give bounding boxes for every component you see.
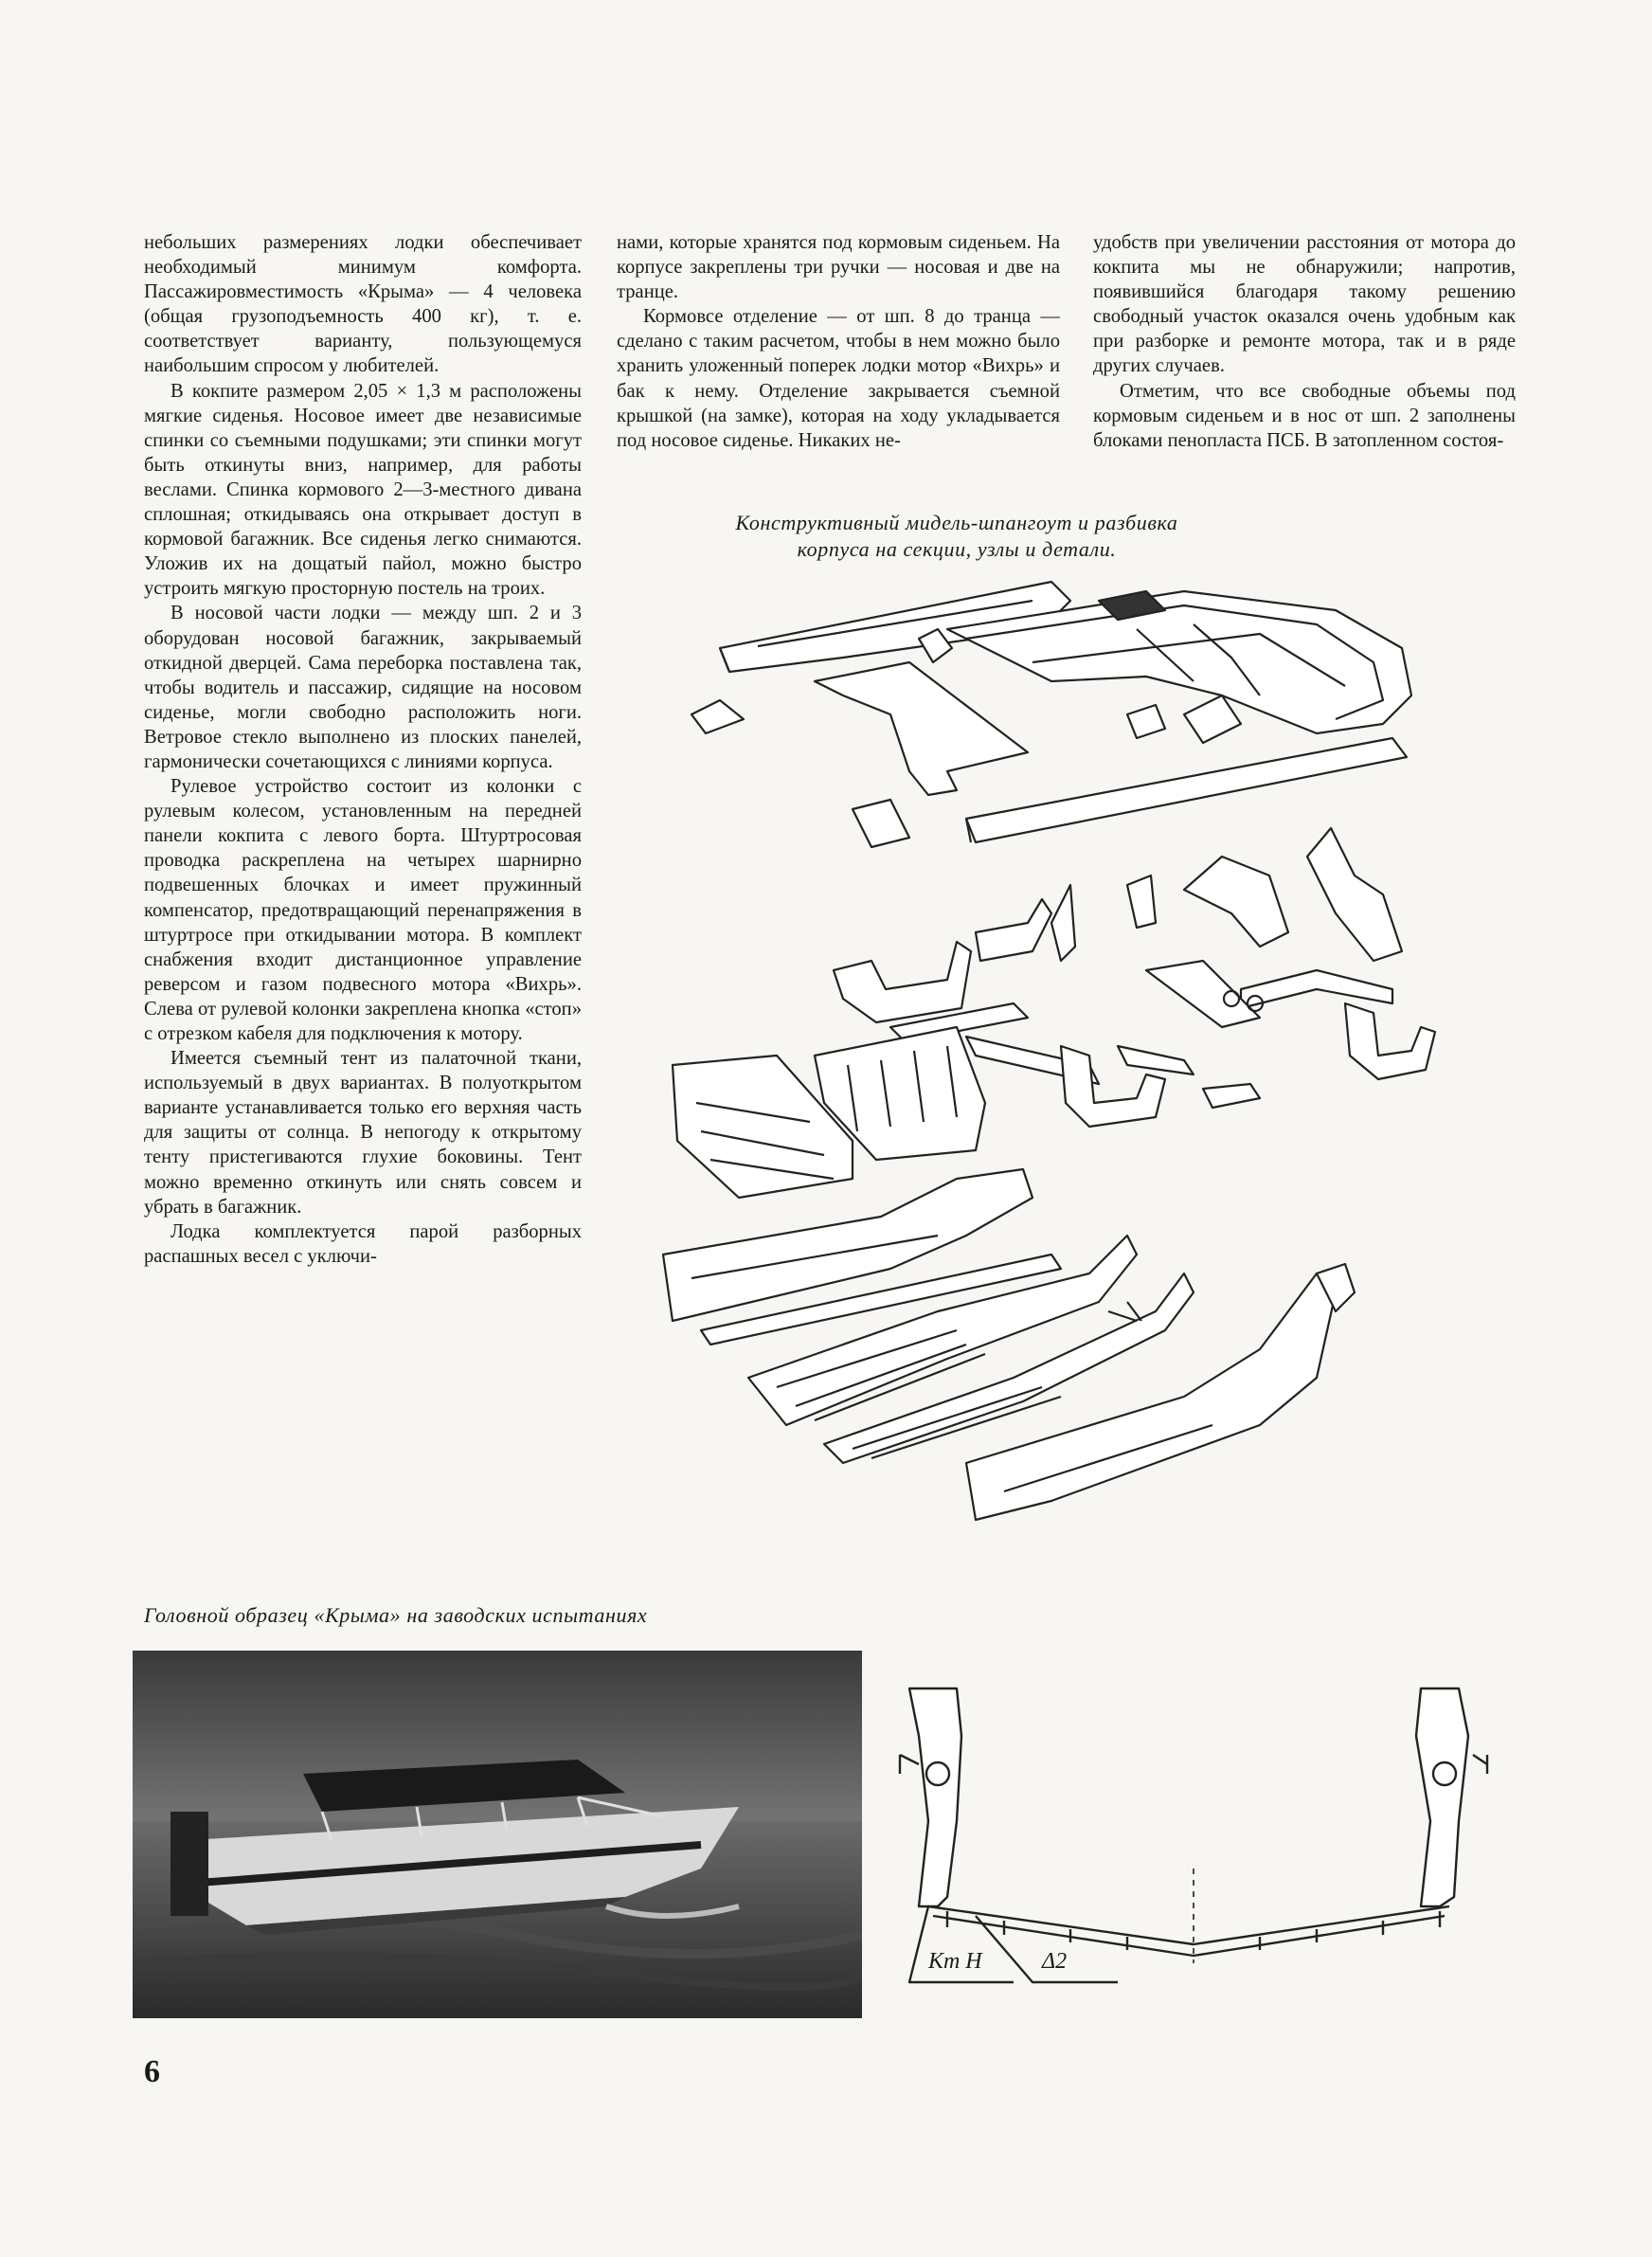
caption-line: корпуса на секции, узлы и детали. [797,537,1117,561]
paragraph: удобств при увеличении расстояния от мотора до кокпита мы не обнаружили; напротив, появившийся благодаря такому решению свободный участок оказался очень удобным как при разборке и ремонте мотора, так и в ряде других случаев. [1093,232,1516,377]
midship-frame-drawing [890,1679,1497,2020]
paragraph: Лодка комплектуется парой разборных распашных весел с уключи- [144,1220,582,1267]
page-number: 6 [144,2054,160,2089]
paragraph: Кормовсе отделение — от шп. 8 до транца — сделано с таким расчетом, чтобы в нем можно было хранить уложенный поперек лодки мотор «Вихрь» и бак к нему. Отделение закрывается съемной крышкой (на замке), которая на ходу укладывается под носовое сиденье. Никаких не- [617,306,1060,451]
paragraph: нами, которые хранятся под кормовым сиденьем. На корпусе закреплены три ручки — носовая и две на транце. [617,232,1060,303]
paragraph: В носовой части лодки — между шп. 2 и 3 оборудован носовой багажник, закрываемый откидной дверцей. Сама переборка поставлена так, чтобы водитель и пассажир, сидящие на носовом сиденье, могли свободно расположить ноги. Ветровое стекло выполнено из плоских панелей, гармонически сочетающихся с линиями корпуса. [144,603,582,772]
midship-label-left: Кт Н [928,1949,982,1974]
paragraph: небольших размерениях лодки обеспечивает необходимый минимум комфорта. Пассажировместимость «Крыма» — 4 человека (общая грузоподъемность 400 кг), т. е. соответствует варианту, пользующемуся наибольшим спросом у любителей. [144,232,582,377]
paragraph: Имеется съемный тент из палаточной ткани, используемый в двух вариантах. В полуоткрытом варианте устанавливается только его верхняя часть для защиты от солнца. В непогоду к открытому тенту пристегиваются глухие боковины. Тент можно временно откинуть или снять совсем и убрать в багажник. [144,1048,582,1218]
caption-line: Конструктивный мидель-шпангоут и разбивка [735,511,1178,534]
text-column-1 [144,230,582,1269]
text-column-2 [617,230,1060,453]
boat-photo [133,1651,862,2018]
text-column-3 [1093,230,1516,453]
exploded-view-caption [663,510,1250,563]
midship-label-right: Δ2 [1042,1949,1068,1974]
photo-caption: Головной образец «Крыма» на заводских испытаниях [144,1603,648,1627]
paragraph: В кокпите размером 2,05 × 1,3 м расположены мягкие сиденья. Носовое имеет две независимые спинки со съемными подушками; эти спинки могут быть откинуты вниз, например, для работы веслами. Спинка кормового 2—3-местного дивана сплошная; откидываясь она открывает доступ в кормовой багажник. Все сиденья легко снимаются. Уложив их на дощатый пайол, можно быстро устроить мягкую просторную постель на троих. [144,380,582,600]
hull-exploded-drawing [654,572,1516,1664]
paragraph: Рулевое устройство состоит из колонки с рулевым колесом, установленным на передней панели кокпита с левого борта. Штуртросовая проводка раскреплена на четырех шарнирно подвешенных блочках и имеет пружинный компенсатор, предотвращающий перенапряжения в штуртросе при откидывании мотора. В комплект снабжения входит дистанционное управление реверсом и газом подвесного мотора «Вихрь». Слева от рулевой колонки закреплена кнопка «стоп» с отрезком кабеля для подключения к мотору. [144,776,582,1044]
paragraph: Отметим, что все свободные объемы под кормовым сиденьем и в нос от шп. 2 заполнены блоками пенопласта ПСБ. В затопленном состоя- [1093,380,1516,451]
